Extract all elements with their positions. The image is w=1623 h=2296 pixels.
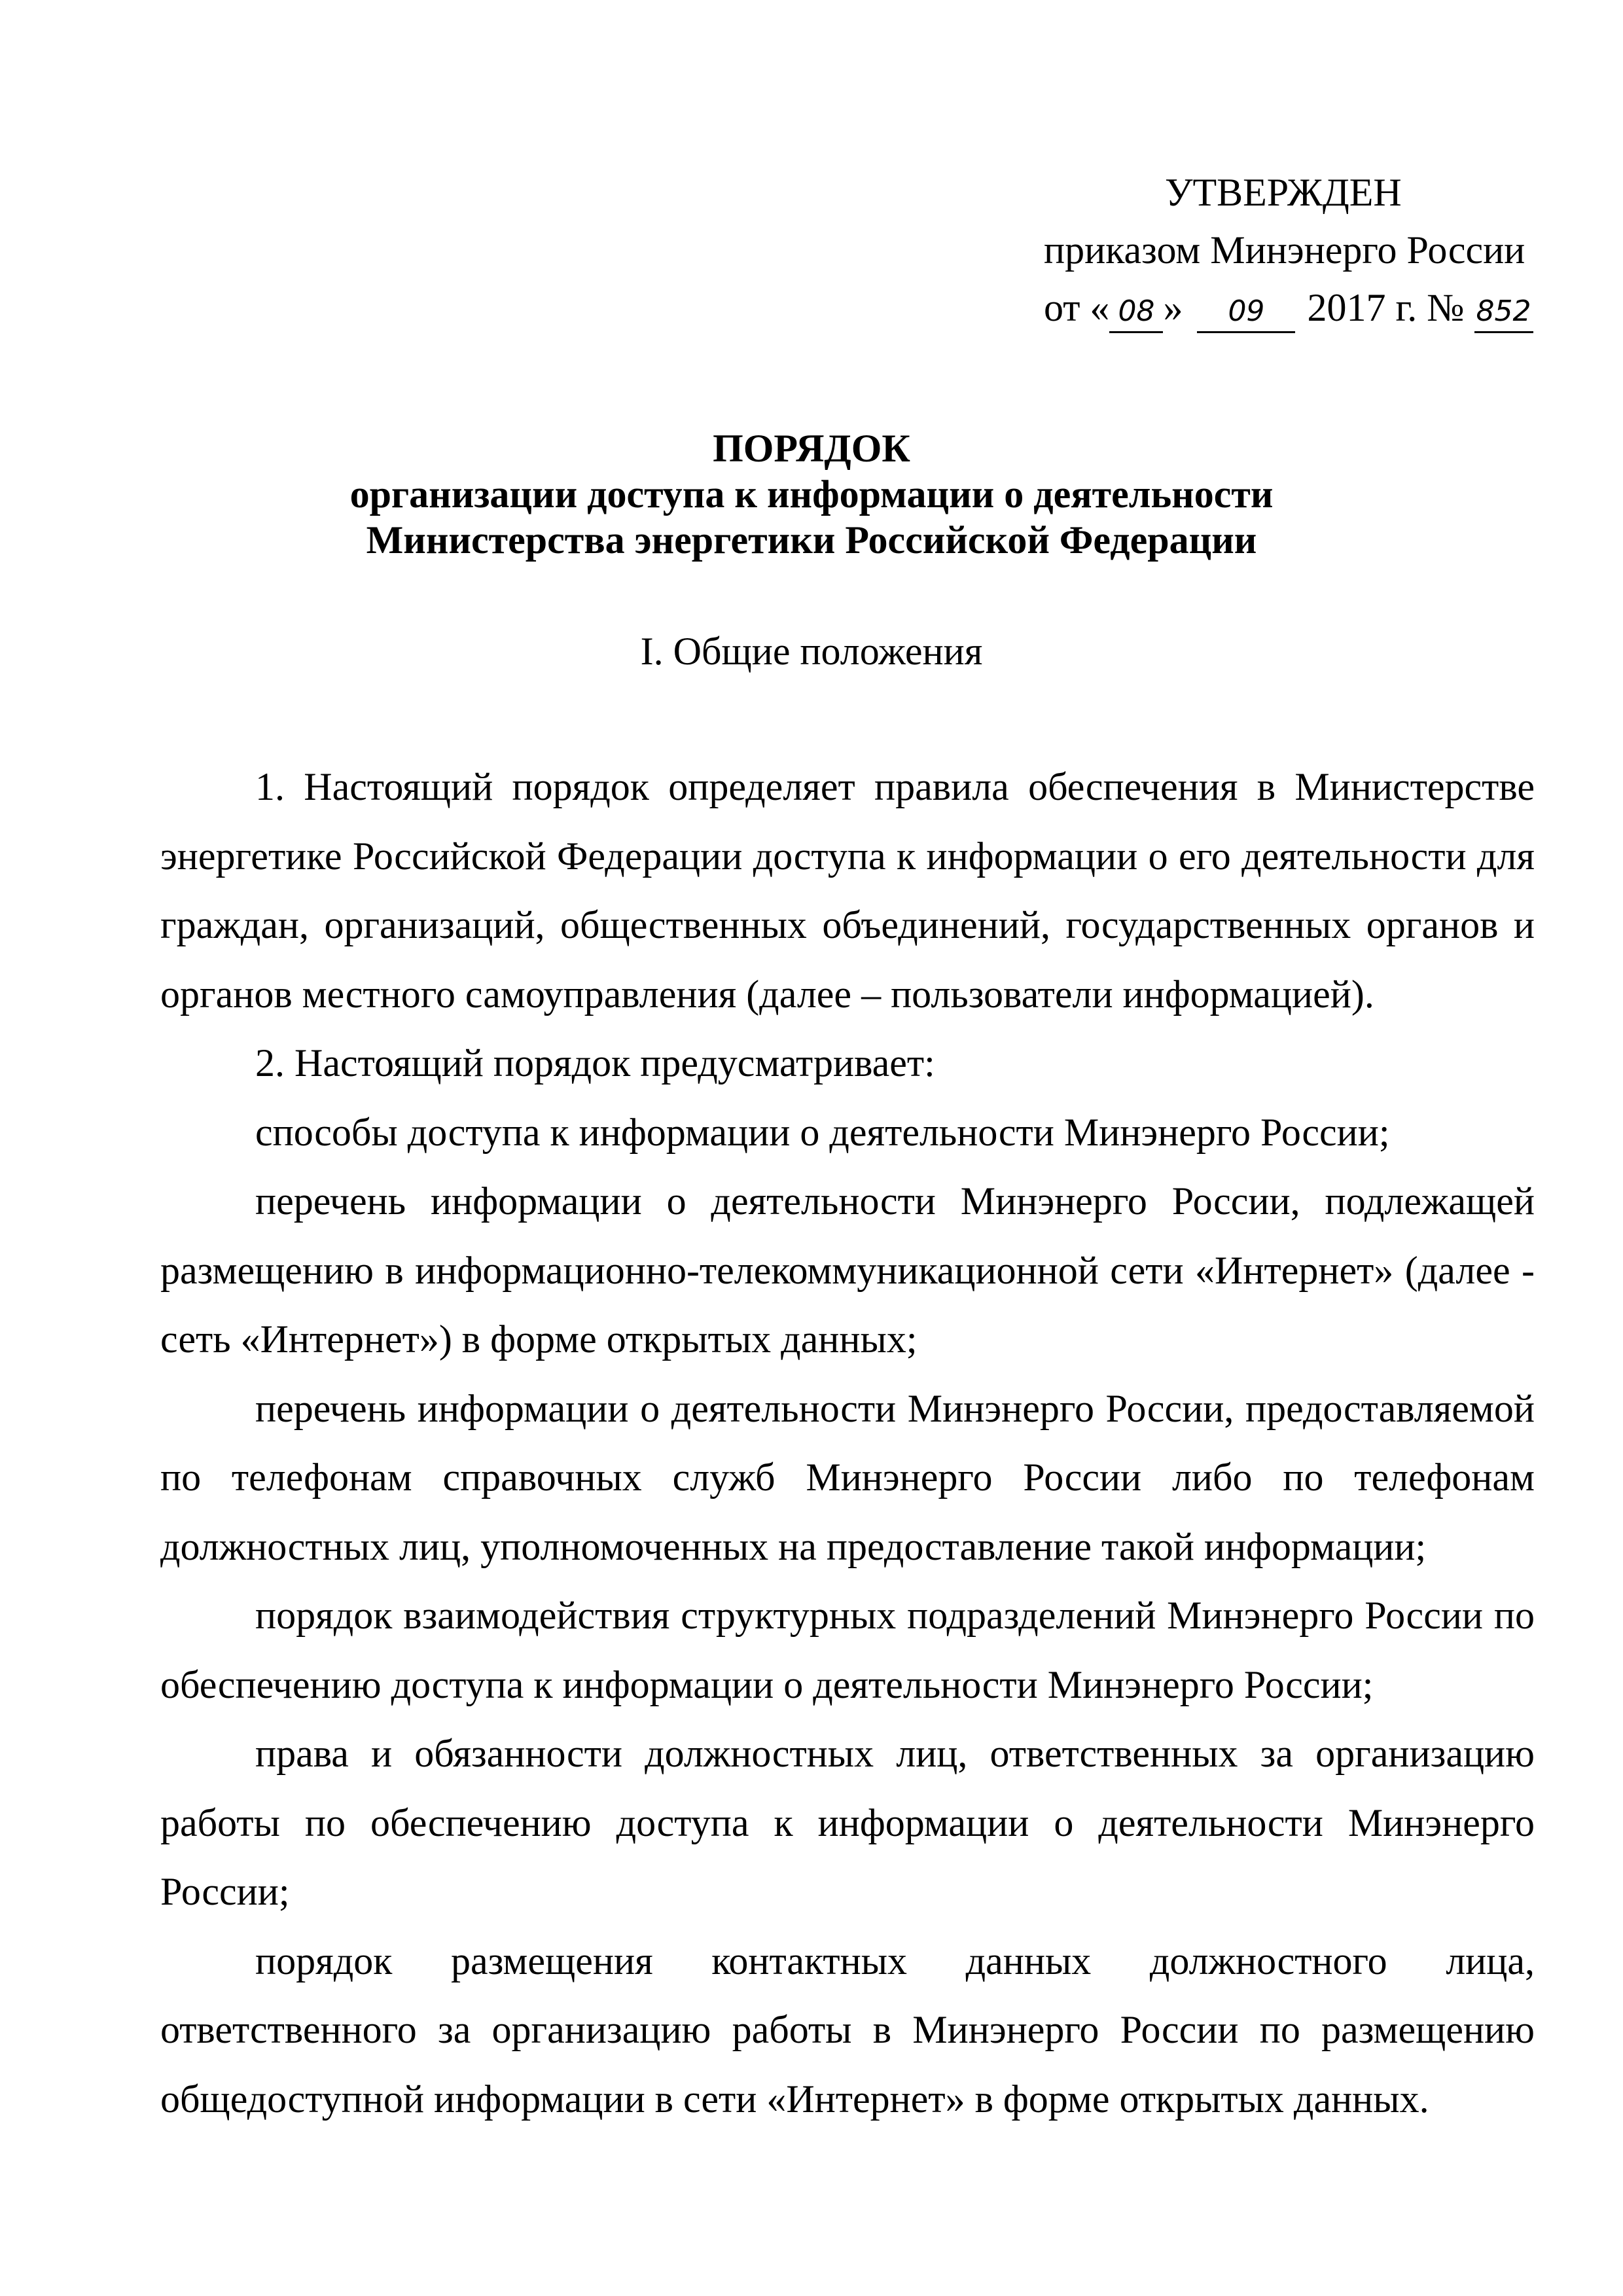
document-body: [160, 753, 1535, 2134]
paragraph-internet-list: перечень информации о деятельности Минэнерго России, подлежащей размещению в информационно-телекоммуникационной сети «Интернет» (далее - сеть «Интернет») в форме открытых данных;: [160, 1179, 1535, 1361]
handwritten-month: 09: [1197, 292, 1295, 333]
handwritten-day: 08: [1109, 292, 1163, 333]
paragraph-interaction: порядок взаимодействия структурных подразделений Минэнерго России по обеспечению доступа к информации о деятельности Минэнерго России;: [160, 1594, 1535, 1706]
approval-block: [1044, 164, 1541, 336]
paragraph-phone-list: перечень информации о деятельности Минэнерго России, предоставляемой по телефонам справочных служб Минэнерго России либо по телефонам должностных лиц, уполномоченных на предоставление такой информации;: [160, 1386, 1535, 1568]
document-subtitle-line-1: организации доступа к информации о деятельности: [349, 473, 1274, 516]
date-year: 2017 г. №: [1307, 286, 1465, 329]
document-title: ПОРЯДОК: [713, 427, 910, 470]
document-subtitle-line-2: Министерства энергетики Российской Федерации: [366, 518, 1257, 562]
paragraph-access-methods: способы доступа к информации о деятельности Минэнерго России;: [255, 1110, 1390, 1154]
paragraph-1: 1. Настоящий порядок определяет правила обеспечения в Министерстве энергетике Российской Федерации доступа к информации о его деятельности для граждан, организаций, общественных объединений, государственных органов и органов местного самоуправления (далее – пользователи информацией).: [160, 765, 1535, 1016]
paragraph-2: 2. Настоящий порядок предусматривает:: [255, 1041, 935, 1085]
paragraph-contacts: порядок размещения контактных данных должностного лица, ответственного за организацию работы в Минэнерго России по размещению общедоступной информации в сети «Интернет» в форме открытых данных.: [160, 1939, 1535, 2121]
approval-date-line: [1044, 279, 1541, 336]
date-day-suffix: »: [1163, 286, 1183, 329]
approval-order-line: приказом Минэнерго России: [1044, 228, 1525, 272]
section-heading: I. Общие положения: [640, 630, 983, 673]
approval-title: УТВЕРЖДЕН: [1165, 171, 1402, 214]
paragraph-rights: права и обязанности должностных лиц, ответственных за организацию работы по обеспечению доступа к информации о деятельности Минэнерго России;: [160, 1732, 1535, 1913]
handwritten-order-number: 852: [1474, 292, 1533, 333]
date-prefix: от «: [1044, 286, 1110, 329]
document-title-block: [0, 425, 1623, 563]
